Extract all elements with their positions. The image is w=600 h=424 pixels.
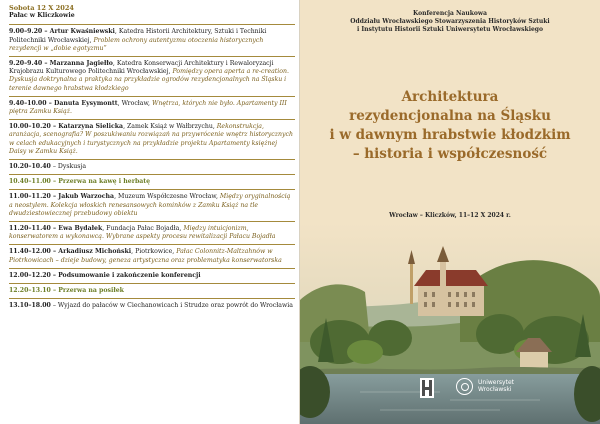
item-title: Wnętrza, których nie było. Apartamenty III piętra Zamku Książ. (9, 99, 287, 116)
divider-rule (9, 119, 295, 120)
schedule-item (9, 272, 295, 280)
divider-rule (9, 221, 295, 222)
title-line: i w dawnym hrabstwie kłodzkim (329, 127, 571, 143)
schedule-item: 11.00–11.20 – Jakub Warzocha, Muzeum Współczesne Wrocław, Między oryginalnością a neostylem. Kolekcja włoskich renesansowych kominków z Zamku Książ na tle dwudziestowiecznej przebudowy obiektu (9, 193, 291, 217)
item-text: – Wyjazd do pałaców w Ciechanowicach i Strudze oraz powrót do Wrocławia (52, 302, 293, 310)
item-speaker: Ewa Bydałek (58, 225, 103, 233)
schedule-item: 9.00–9.20 – Artur Kwaśniewski, Katedra Historii Architektury, Sztuki i Techniki Politechniki Wrocławskiej, Problem ochrony autentyzmu otoczenia historycznych rezydencji w „dobie egotyzmu” (9, 28, 267, 52)
university-seal-icon (456, 378, 473, 395)
item-time: 11.20–11.40 (9, 225, 51, 233)
university-name-line: Uniwersytet (478, 379, 514, 386)
item-speaker: Katarzyna Sielicka (58, 123, 124, 131)
item-title: Między intuicjonizm, konserwatorem a wykonawcą. Wybrane aspekty procesu rewitalizacji Pałacu Bojadła (9, 225, 276, 241)
cover-page (300, 0, 600, 424)
item-speaker: Arkadiusz Michoński (58, 248, 132, 256)
item-text: – Przerwa na kawę i herbatę (53, 178, 151, 186)
schedule-item: 11.40–12.00 – Arkadiusz Michoński, Piotrkowice, Pałac Colonnitz-Maltzahnów w Piotrkowicach – dzieje budowy, geneza artystyczna oraz problematyka konserwatorska (9, 248, 282, 264)
item-time: 12.00–12.20 (9, 271, 51, 279)
item-title: Rekonstrukcja, aranżacja, scenografia? W poszukiwaniu rozwiązań na przywrócenie wnętrz historycznych w celach edukacyjnych i turystycznych na przykładzie projektu Apartamenty księżnej Daisy w Zamku Książ. (9, 123, 293, 155)
item-time: 9.00–9.20 (9, 28, 43, 36)
item-title: Pomiędzy opera aperta a re-creation. Dyskusja doktrynalna a praktyka na przykładzie ogrodów rezydencjonalnych na Śląsku i terenie dawnego hrabstwa kłodzkiego (9, 68, 289, 92)
item-time: 10.40–11.00 (9, 178, 51, 186)
item-title: Problem ochrony autentyzmu otoczenia historycznych rezydencji w „dobie egotyzmu” (9, 36, 264, 52)
item-affiliation: , Zamek Książ w Wałbrzychu, (123, 123, 217, 131)
item-affiliation: , Piotrkowice, (131, 248, 177, 256)
organizers-line: Oddziału Wrocławskiego Stowarzyszenia Historyków Sztuki (350, 18, 550, 25)
item-affiliation: , Muzeum Współczesne Wrocław, (114, 193, 220, 201)
title-line: Architektura (401, 89, 499, 105)
schedule-item (9, 302, 295, 310)
organizers-line: i Instytutu Historii Sztuki Uniwersytetu Wrocławskiego (356, 26, 543, 33)
venue: Pałac w Kliczkowie (9, 12, 75, 20)
organizers (318, 10, 582, 34)
item-speaker: Artur Kwaśniewski (49, 28, 115, 36)
item-speaker: Marzanna Jagiełło (49, 60, 113, 68)
item-time: 11.40–12.00 (9, 248, 51, 256)
divider-rule (9, 96, 295, 97)
item-title: Między oryginalnością a neostylem. Kolekcja włoskich renesansowych kominków z Zamku Książ na tle dwudziestowiecznej przebudowy obiektu (9, 193, 291, 217)
item-text: – Podsumowanie i zakończenie konferencji (52, 271, 201, 279)
item-time: 11.00–11.20 (9, 193, 51, 201)
item-affiliation: , Katedra Historii Architektury, Sztuki i Techniki Politechniki Wrocławskiej, (9, 28, 267, 44)
item-speaker: Danuta Eysymontt (53, 99, 118, 107)
divider-rule (9, 268, 295, 269)
schedule (9, 4, 295, 310)
institute-logo-icon (420, 378, 434, 398)
item-text: – Przerwa na posiłek (53, 287, 124, 295)
divider-rule (9, 24, 295, 25)
item-affiliation: , Wrocław, (117, 99, 152, 107)
divider-rule (9, 298, 295, 299)
title-line: – historia i współczesność (352, 146, 548, 162)
item-affiliation: , Katedra Konserwacji Architektury i Rewaloryzacji Krajobrazu Kulturowego Politechniki Wrocławskiej, (9, 60, 274, 76)
item-speaker: Jakub Warzocha (58, 193, 115, 201)
divider-rule (9, 159, 295, 160)
university-name-line: Wrocławski (478, 386, 512, 393)
day-heading: Sobota 12 X 2024 (9, 4, 75, 12)
item-affiliation: , Fundacja Pałac Bojadła, (102, 225, 184, 233)
partner-logos (412, 376, 532, 404)
schedule-item (9, 163, 295, 171)
schedule-item: 9.20–9.40 – Marzanna Jagiełło, Katedra Konserwacji Architektury i Rewaloryzacji Krajobrazu Kulturowego Politechniki Wrocławskiej, Pomiędzy opera aperta a re-creation. Dyskusja doktrynalna a praktyka na przykładzie ogrodów rezydencjonalnych na Śląsku i terenie dawnego hrabstwa kłodzkiego (9, 60, 289, 92)
title-line: rezydencjonalna na Śląsku (349, 108, 551, 124)
item-time: 13.10–18.00 (9, 302, 51, 310)
item-time: 9.40–10.00 (9, 99, 47, 107)
item-time: 10.20–10.40 (9, 163, 51, 171)
university-name (478, 379, 514, 393)
programme-page (0, 0, 299, 424)
item-title: Pałac Colonnitz-Maltzahnów w Piotrkowicach – dzieje budowy, geneza artystyczna oraz problematyka konserwatorska (9, 248, 282, 264)
schedule-item-break (9, 178, 295, 186)
item-time: 10.00–10.20 (9, 123, 51, 131)
schedule-item: 10.00–10.20 – Katarzyna Sielicka, Zamek Książ w Wałbrzychu, Rekonstrukcja, aranżacja, scenografia? W poszukiwaniu rozwiązań na przywrócenie wnętrz historycznych w celach edukacyjnych i turystycznych na przykładzie projektu Apartamenty księżnej Daisy w Zamku Książ. (9, 123, 293, 155)
place-date: Wrocław – Kliczków, 11–12 X 2024 r. (389, 212, 511, 219)
schedule-item: 9.40–10.00 – Danuta Eysymontt, Wrocław, Wnętrza, których nie było. Apartamenty III piętra Zamku Książ. (9, 99, 287, 116)
item-text: – Dyskusja (52, 163, 87, 171)
schedule-item: 11.20–11.40 – Ewa Bydałek, Fundacja Pałac Bojadła, Między intuicjonizm, konserwatorem a wykonawcą. Wybrane aspekty procesu rewitalizacji Pałacu Bojadła (9, 225, 276, 241)
divider-rule (9, 174, 295, 175)
item-time: 12.20–13.10 (9, 287, 51, 295)
divider-rule (9, 244, 295, 245)
item-time: 9.20–9.40 (9, 60, 43, 68)
divider-rule (9, 283, 295, 284)
organizers-line: Konferencja Naukowa (413, 10, 487, 17)
conference-title (306, 88, 594, 164)
schedule-item-break (9, 287, 295, 295)
divider-rule (9, 56, 295, 57)
divider-rule (9, 189, 295, 190)
